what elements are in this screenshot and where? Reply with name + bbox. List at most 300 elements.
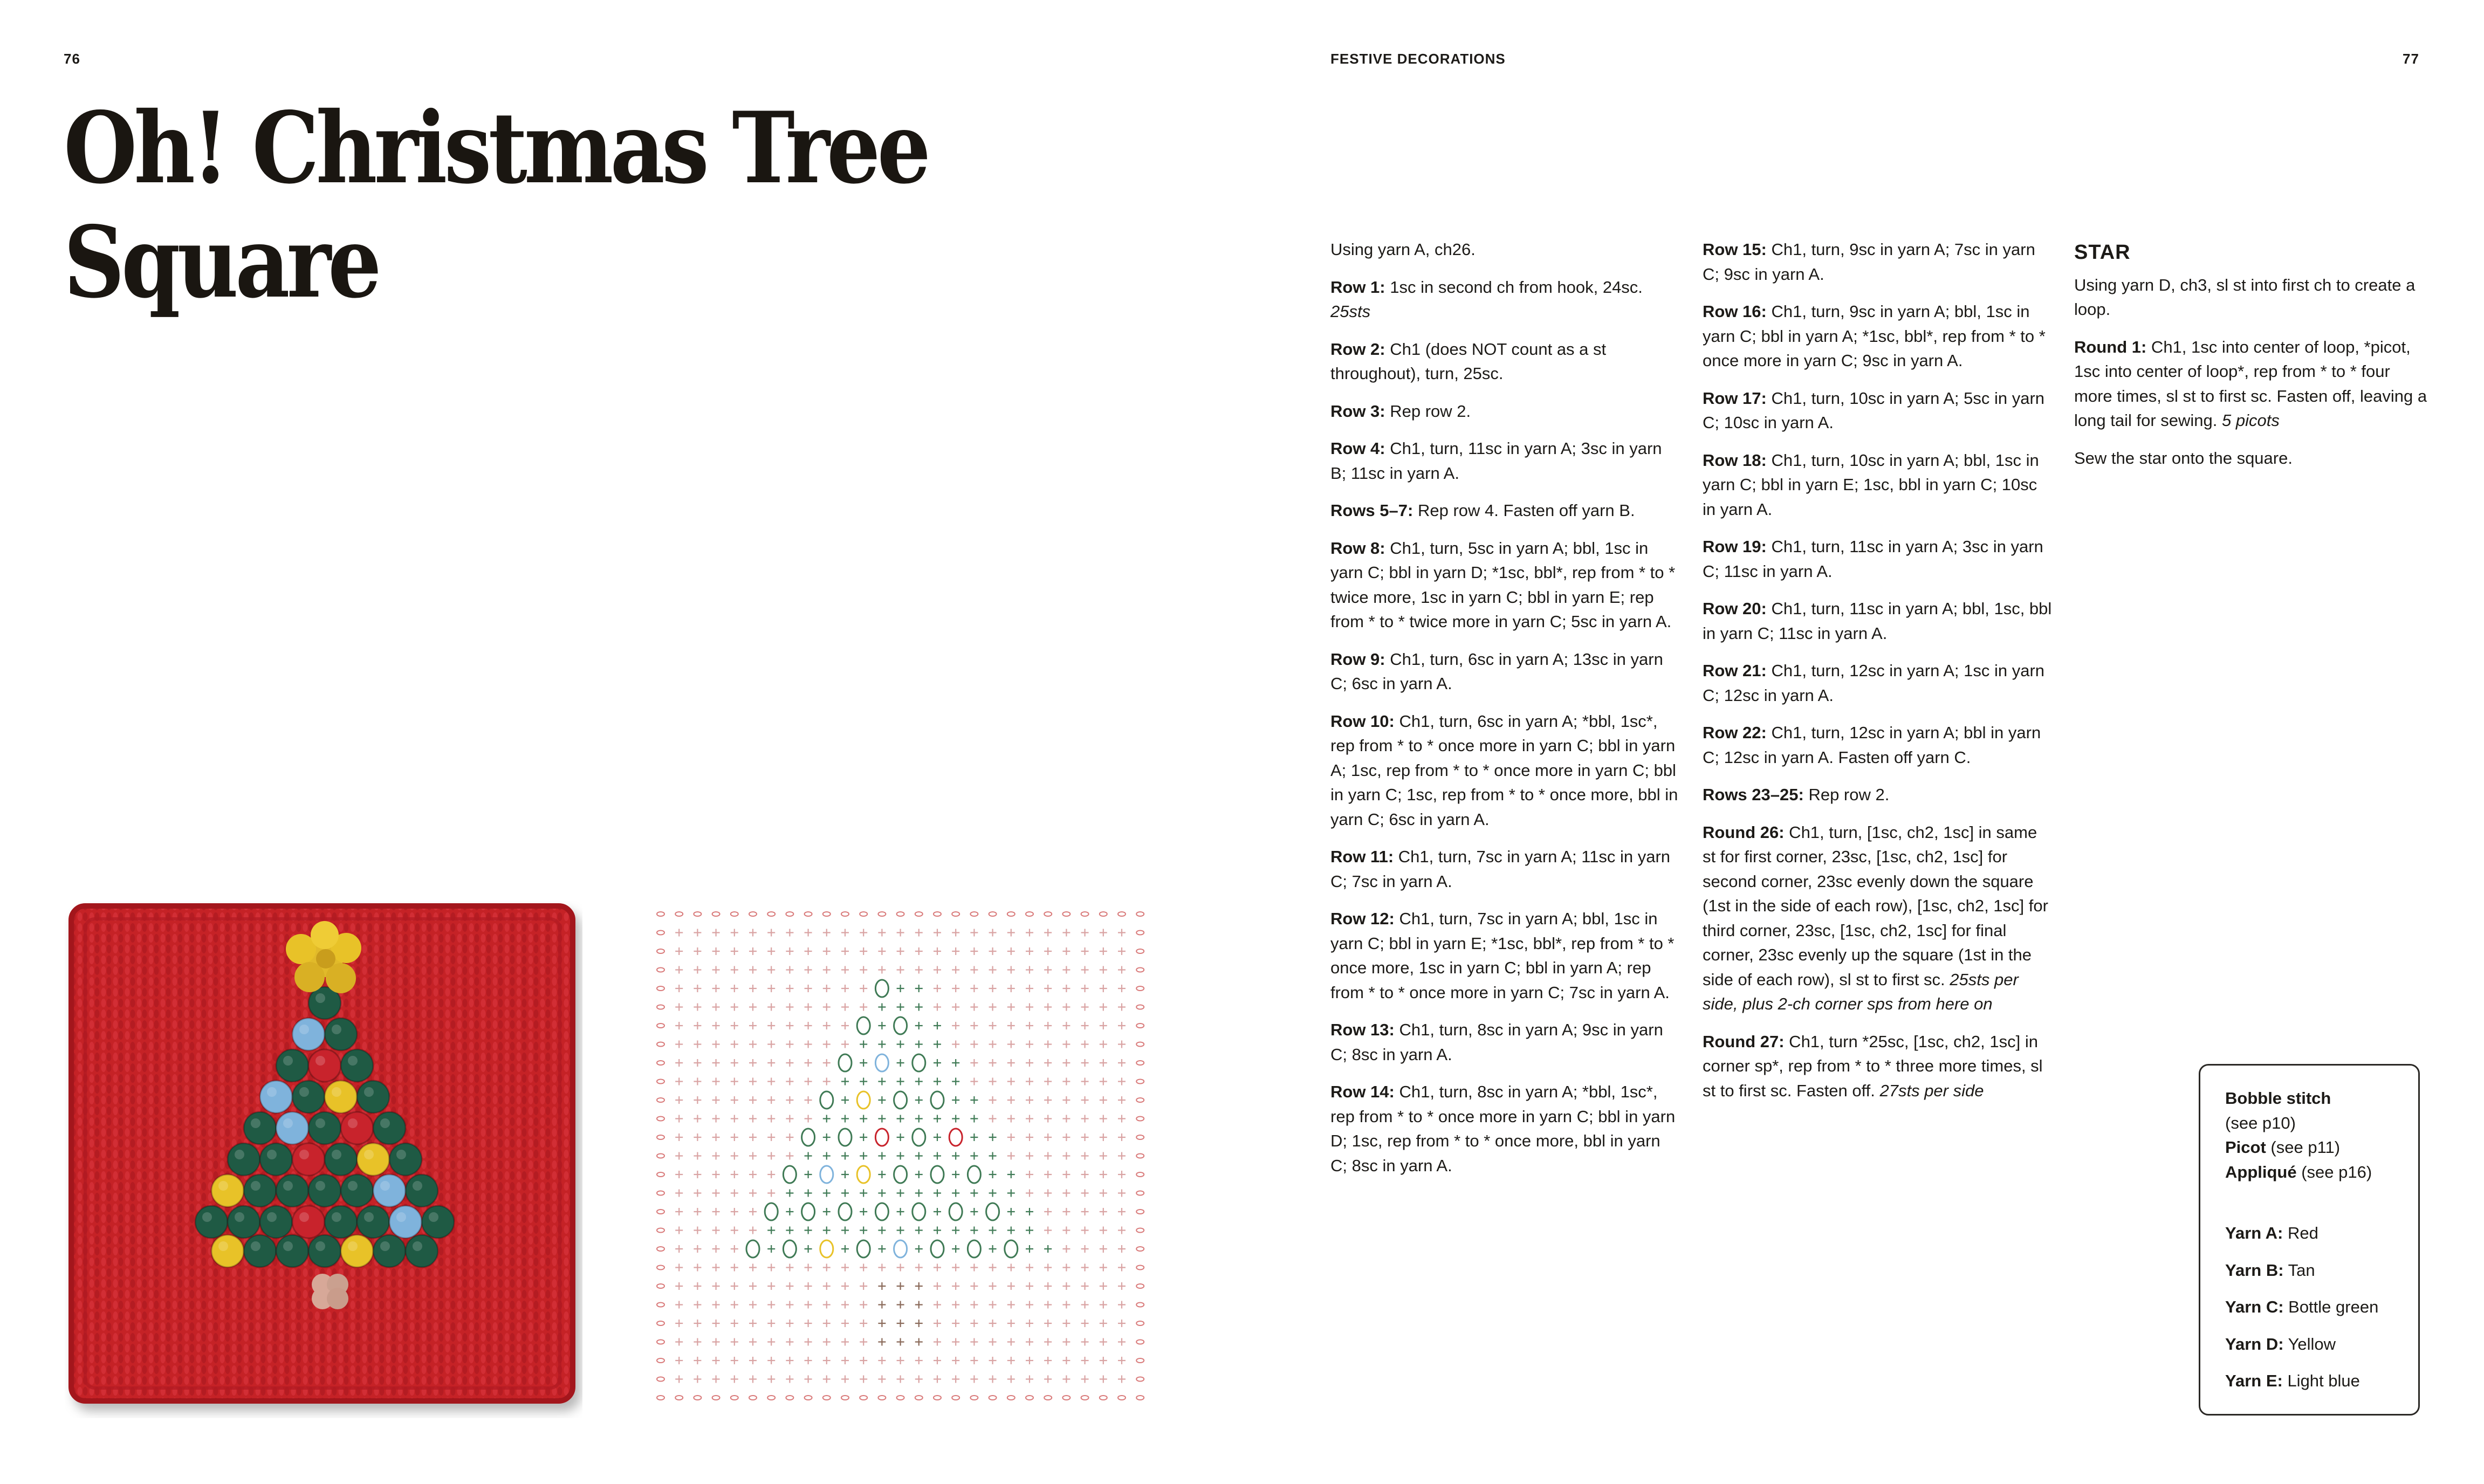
chart-single-crochet-symbol [694, 985, 701, 992]
bobble-highlight [218, 1181, 228, 1191]
chart-single-crochet-symbol [1007, 966, 1015, 974]
chart-bobble-symbol [1005, 1240, 1018, 1258]
chart-chain-symbol [657, 1340, 664, 1344]
chart-single-crochet-symbol [786, 1096, 793, 1104]
chart-chain-symbol [657, 1266, 664, 1270]
instruction-row-label: Row 17: [1703, 388, 1767, 408]
chart-single-crochet-symbol [1100, 1282, 1107, 1290]
chart-bobble-symbol [967, 1166, 980, 1183]
chart-single-crochet-symbol [767, 1190, 775, 1197]
chart-chain-symbol [897, 1396, 904, 1400]
chart-single-crochet-symbol [970, 1022, 978, 1029]
chart-single-crochet-symbol [1007, 1264, 1015, 1272]
chart-single-crochet-symbol [786, 1152, 793, 1160]
chart-single-crochet-symbol [731, 1152, 738, 1160]
chart-bobble-symbol [912, 1129, 925, 1146]
bobble-highlight [283, 1118, 293, 1128]
bobble-highlight [315, 1118, 325, 1128]
chart-chain-symbol [952, 1396, 959, 1400]
chart-single-crochet-symbol [1007, 929, 1015, 937]
chart-single-crochet-symbol [1007, 1096, 1015, 1104]
chart-single-crochet-symbol [1044, 1208, 1052, 1215]
yarn-item [2225, 1221, 2393, 1246]
chart-single-crochet-symbol [989, 1338, 997, 1346]
chart-bobble-symbol [912, 1054, 925, 1071]
chart-single-crochet-symbol [694, 1152, 701, 1160]
chart-single-crochet-symbol [860, 1357, 867, 1364]
instruction-row-text: Using yarn A, ch26. [1330, 240, 1476, 259]
page-title [64, 91, 928, 319]
chart-single-crochet-symbol [1007, 1376, 1015, 1383]
chart-single-crochet-symbol [1118, 1152, 1126, 1160]
page-number-left: 76 [64, 51, 80, 67]
chart-single-crochet-symbol [1026, 966, 1033, 974]
tree-bobble [276, 1235, 308, 1267]
yarn-color: Tan [2283, 1260, 2315, 1280]
chart-single-crochet-symbol [823, 1208, 831, 1215]
chart-chain-symbol [657, 1377, 664, 1382]
chart-single-crochet-symbol [712, 1264, 720, 1272]
tree-bobble [308, 1235, 341, 1267]
technique-page-ref: (see p16) [2296, 1162, 2372, 1181]
tree-trunk [312, 1274, 348, 1309]
chart-single-crochet-symbol [731, 1004, 738, 1011]
instruction-paragraph [1330, 337, 1681, 386]
tree-ornament-bobble [292, 1206, 325, 1238]
instruction-row-text: Ch1, turn, 8sc in yarn A; 9sc in yarn C; 8sc in yarn A. [1330, 1020, 1663, 1064]
chart-single-crochet-symbol [1081, 1022, 1089, 1029]
chart-single-crochet-symbol [786, 1190, 793, 1197]
tree-bobble [276, 1174, 308, 1207]
chart-single-crochet-symbol [860, 985, 867, 992]
chart-single-crochet-symbol [805, 947, 812, 955]
star-outro: Sew the star onto the square. [2074, 448, 2293, 468]
chart-single-crochet-symbol [712, 1376, 720, 1383]
chart-single-crochet-symbol [1100, 1078, 1107, 1085]
chart-chain-symbol [657, 1303, 664, 1307]
chart-single-crochet-symbol [989, 1301, 997, 1309]
chart-single-crochet-symbol [970, 1078, 978, 1085]
chart-single-crochet-symbol [805, 1004, 812, 1011]
chart-single-crochet-symbol [1007, 1152, 1015, 1160]
instruction-row-label: Round 26: [1703, 822, 1785, 842]
bobble-highlight [251, 1181, 260, 1191]
chart-single-crochet-symbol [1026, 1133, 1033, 1141]
chart-single-crochet-symbol [694, 1004, 701, 1011]
chart-single-crochet-symbol [934, 1301, 941, 1309]
chart-chain-symbol [657, 1061, 664, 1065]
chart-single-crochet-symbol [1118, 1190, 1126, 1197]
bobble-highlight [315, 1241, 325, 1251]
chart-single-crochet-symbol [989, 1227, 997, 1234]
chart-single-crochet-symbol [805, 1227, 812, 1234]
chart-chain-symbol [915, 912, 923, 916]
bobble-highlight [235, 1150, 244, 1159]
chart-single-crochet-symbol [934, 1115, 941, 1123]
chart-single-crochet-symbol [878, 1357, 886, 1364]
chart-single-crochet-symbol [841, 1004, 849, 1011]
instruction-paragraph [1330, 436, 1681, 485]
chart-single-crochet-symbol [712, 985, 720, 992]
chart-chain-symbol [1044, 1396, 1052, 1400]
tree-bobble [325, 1206, 357, 1238]
chart-single-crochet-symbol [1100, 1227, 1107, 1234]
chart-single-crochet-symbol [934, 1320, 941, 1327]
chart-single-crochet-symbol [897, 1320, 904, 1327]
instruction-row-label: Row 1: [1330, 277, 1385, 297]
chart-single-crochet-symbol [952, 966, 959, 974]
chart-single-crochet-symbol [897, 1357, 904, 1364]
chart-chain-symbol [657, 1005, 664, 1009]
chart-single-crochet-symbol [749, 1376, 757, 1383]
chart-single-crochet-symbol [767, 947, 775, 955]
chart-single-crochet-symbol [805, 1171, 812, 1178]
instruction-row-text: Ch1, turn, 8sc in yarn A; *bbl, 1sc*, rep from * to * once more in yarn C; bbl in yarn D; 1sc, rep from * to * once more, bbl in yarn C; 8sc in yarn A. [1330, 1082, 1676, 1175]
chart-single-crochet-symbol [1044, 1004, 1052, 1011]
chart-chain-symbol [1136, 1135, 1144, 1139]
instruction-paragraph [1330, 1080, 1681, 1178]
chart-single-crochet-symbol [1081, 1338, 1089, 1346]
chart-bobble-symbol [949, 1203, 962, 1220]
chart-single-crochet-symbol [915, 1320, 923, 1327]
chart-single-crochet-symbol [989, 1282, 997, 1290]
chart-chain-symbol [934, 912, 941, 916]
chart-bobble-symbol [746, 1240, 759, 1258]
chart-single-crochet-symbol [675, 929, 683, 937]
technique-item [2225, 1135, 2393, 1160]
chart-chain-symbol [675, 1396, 683, 1400]
chart-single-crochet-symbol [952, 1171, 959, 1178]
chart-single-crochet-symbol [1118, 1376, 1126, 1383]
chart-single-crochet-symbol [970, 985, 978, 992]
instruction-row-label: Row 21: [1703, 661, 1767, 680]
chart-single-crochet-symbol [1044, 947, 1052, 955]
chart-single-crochet-symbol [1100, 1133, 1107, 1141]
chart-single-crochet-symbol [860, 1041, 867, 1048]
chart-single-crochet-symbol [1044, 1282, 1052, 1290]
chart-single-crochet-symbol [915, 966, 923, 974]
chart-single-crochet-symbol [1044, 1078, 1052, 1085]
chart-single-crochet-symbol [970, 1338, 978, 1346]
yarn-item [2225, 1295, 2393, 1320]
chart-single-crochet-symbol [878, 1320, 886, 1327]
tree-bobble [357, 1081, 389, 1113]
chart-single-crochet-symbol [767, 985, 775, 992]
chart-single-crochet-symbol [1044, 1227, 1052, 1234]
chart-single-crochet-symbol [952, 929, 959, 937]
chart-chain-symbol [657, 949, 664, 953]
chart-single-crochet-symbol [1118, 1264, 1126, 1272]
chart-single-crochet-symbol [712, 1282, 720, 1290]
chart-single-crochet-symbol [805, 1059, 812, 1067]
chart-single-crochet-symbol [989, 1096, 997, 1104]
chart-single-crochet-symbol [675, 1282, 683, 1290]
instruction-row-text: Rep row 2. [1803, 785, 1890, 804]
chart-chain-symbol [841, 1396, 849, 1400]
chart-single-crochet-symbol [786, 1264, 793, 1272]
chart-bobble-symbol [820, 1166, 833, 1183]
techniques-list [2225, 1086, 2393, 1184]
chart-chain-symbol [1026, 1396, 1033, 1400]
chart-single-crochet-symbol [841, 1338, 849, 1346]
chart-single-crochet-symbol [1118, 1115, 1126, 1123]
bobble-highlight [332, 1212, 341, 1222]
chart-chain-symbol [657, 1210, 664, 1214]
chart-single-crochet-symbol [915, 1245, 923, 1253]
chart-single-crochet-symbol [731, 1133, 738, 1141]
chart-chain-symbol [712, 1396, 720, 1400]
chart-single-crochet-symbol [1062, 1357, 1070, 1364]
chart-single-crochet-symbol [1026, 1282, 1033, 1290]
chart-bobble-symbol [839, 1054, 852, 1071]
chart-single-crochet-symbol [694, 1022, 701, 1029]
chart-single-crochet-symbol [878, 1152, 886, 1160]
chart-single-crochet-symbol [860, 947, 867, 955]
chart-single-crochet-symbol [786, 1022, 793, 1029]
chart-single-crochet-symbol [805, 1282, 812, 1290]
chart-single-crochet-symbol [786, 929, 793, 937]
instruction-row-text: Ch1, turn, 7sc in yarn A; bbl, 1sc in yarn C; bbl in yarn E; *1sc, bbl*, rep from * to * once more, 1sc in yarn C; bbl in yarn A; rep from * to * once more in yarn C; 7sc in yarn A. [1330, 909, 1675, 1002]
chart-single-crochet-symbol [1100, 966, 1107, 974]
chart-single-crochet-symbol [878, 1338, 886, 1346]
chart-single-crochet-symbol [1118, 1282, 1126, 1290]
chart-single-crochet-symbol [712, 1133, 720, 1141]
chart-single-crochet-symbol [989, 1059, 997, 1067]
chart-single-crochet-symbol [989, 1320, 997, 1327]
instruction-row-label: Row 14: [1330, 1082, 1395, 1101]
chart-single-crochet-symbol [694, 1133, 701, 1141]
instruction-paragraph [1330, 536, 1681, 634]
chart-chain-symbol [1136, 1042, 1144, 1047]
chart-single-crochet-symbol [1081, 1376, 1089, 1383]
chart-single-crochet-symbol [860, 1004, 867, 1011]
chart-single-crochet-symbol [731, 1320, 738, 1327]
chart-bobble-symbol [949, 1129, 962, 1146]
chart-single-crochet-symbol [712, 1059, 720, 1067]
chart-single-crochet-symbol [1044, 1152, 1052, 1160]
tree-bobble [260, 1143, 292, 1176]
chart-single-crochet-symbol [767, 1059, 775, 1067]
chart-single-crochet-symbol [1100, 1320, 1107, 1327]
chart-single-crochet-symbol [1062, 1078, 1070, 1085]
instruction-row-label: Row 15: [1703, 240, 1767, 259]
chart-single-crochet-symbol [675, 1041, 683, 1048]
photo-crochet-square [65, 901, 582, 1418]
tree-bobble [308, 1174, 341, 1207]
chart-single-crochet-symbol [694, 1245, 701, 1253]
instruction-row-label: Round 27: [1703, 1032, 1785, 1051]
chart-chain-symbol [1136, 1098, 1144, 1102]
chart-single-crochet-symbol [897, 1078, 904, 1085]
chart-chain-symbol [1136, 1191, 1144, 1196]
chart-chain-symbol [1136, 1117, 1144, 1121]
chart-single-crochet-symbol [1081, 1133, 1089, 1141]
chart-single-crochet-symbol [694, 1115, 701, 1123]
chart-single-crochet-symbol [712, 1041, 720, 1048]
chart-single-crochet-symbol [989, 1041, 997, 1048]
instruction-row-text: Ch1, turn, 5sc in yarn A; bbl, 1sc in yarn C; bbl in yarn D; *1sc, bbl*, rep from * to * twice more, 1sc in yarn C; bbl in yarn E; rep from * to * twice more in yarn C; 5sc in yarn A. [1330, 538, 1676, 631]
chart-single-crochet-symbol [1062, 1320, 1070, 1327]
chart-bobble-symbol [857, 1017, 870, 1034]
tree-bobble [195, 1206, 228, 1238]
chart-chain-symbol [786, 1396, 793, 1400]
instruction-paragraph [1703, 299, 2053, 373]
chart-single-crochet-symbol [860, 1320, 867, 1327]
chart-single-crochet-symbol [1026, 1357, 1033, 1364]
chart-chain-symbol [1136, 1247, 1144, 1251]
yarn-label: Yarn D: [2225, 1334, 2284, 1354]
chart-single-crochet-symbol [915, 1301, 923, 1309]
chart-single-crochet-symbol [712, 947, 720, 955]
tree-ornament-bobble [389, 1206, 422, 1238]
chart-single-crochet-symbol [731, 1301, 738, 1309]
chart-single-crochet-symbol [860, 1208, 867, 1215]
chart-single-crochet-symbol [1044, 929, 1052, 937]
chart-single-crochet-symbol [1062, 1208, 1070, 1215]
chart-bobble-symbol [820, 1091, 833, 1109]
bobble-highlight [299, 1212, 309, 1222]
chart-single-crochet-symbol [1026, 1059, 1033, 1067]
chart-single-crochet-symbol [805, 1022, 812, 1029]
bobble-highlight [413, 1181, 422, 1191]
chart-single-crochet-symbol [767, 1301, 775, 1309]
chart-single-crochet-symbol [694, 1357, 701, 1364]
instruction-row-text: Ch1, turn *25sc, [1sc, ch2, 1sc] in corner sp*, rep from * to * three more times, sl st to first sc. Fasten off. [1703, 1032, 2043, 1100]
chart-chain-symbol [1136, 1303, 1144, 1307]
instruction-paragraph [1330, 498, 1681, 523]
chart-single-crochet-symbol [934, 1041, 941, 1048]
chart-single-crochet-symbol [1081, 1078, 1089, 1085]
chart-bobble-symbol [857, 1166, 870, 1183]
chart-single-crochet-symbol [1007, 1301, 1015, 1309]
technique-page-ref: (see p11) [2266, 1138, 2341, 1157]
chart-single-crochet-symbol [970, 1301, 978, 1309]
instruction-stitch-count: 27sts per side [1879, 1081, 1984, 1100]
chart-single-crochet-symbol [823, 1320, 831, 1327]
bobble-highlight [267, 1212, 277, 1222]
chart-single-crochet-symbol [731, 1171, 738, 1178]
chart-bobble-symbol [765, 1203, 778, 1220]
instruction-row-label: Row 20: [1703, 599, 1767, 618]
chart-single-crochet-symbol [767, 1376, 775, 1383]
chart-single-crochet-symbol [897, 1301, 904, 1309]
instruction-row-text: Rep row 4. Fasten off yarn B. [1413, 501, 1635, 520]
chart-single-crochet-symbol [860, 1190, 867, 1197]
chart-single-crochet-symbol [1044, 1245, 1052, 1253]
instruction-row-label: Rows 23–25: [1703, 785, 1804, 804]
chart-single-crochet-symbol [1062, 1227, 1070, 1234]
chart-single-crochet-symbol [786, 1357, 793, 1364]
chart-single-crochet-symbol [731, 1190, 738, 1197]
yarn-list [2225, 1221, 2393, 1393]
chart-single-crochet-symbol [675, 1171, 683, 1178]
instruction-row-label: Row 2: [1330, 339, 1385, 359]
chart-single-crochet-symbol [860, 1133, 867, 1141]
chart-chain-symbol [989, 912, 997, 916]
chart-single-crochet-symbol [823, 947, 831, 955]
yarn-label: Yarn C: [2225, 1297, 2284, 1316]
chart-single-crochet-symbol [675, 985, 683, 992]
chart-single-crochet-symbol [860, 929, 867, 937]
chart-single-crochet-symbol [749, 1282, 757, 1290]
chart-single-crochet-symbol [897, 1338, 904, 1346]
chart-single-crochet-symbol [805, 1357, 812, 1364]
chart-single-crochet-symbol [989, 1190, 997, 1197]
instruction-row-label: Row 10: [1330, 711, 1395, 731]
chart-single-crochet-symbol [934, 1078, 941, 1085]
chart-single-crochet-symbol [860, 1078, 867, 1085]
chart-single-crochet-symbol [1007, 1078, 1015, 1085]
chart-single-crochet-symbol [1081, 1171, 1089, 1178]
instruction-paragraph [1330, 1018, 1681, 1067]
chart-single-crochet-symbol [823, 1264, 831, 1272]
chart-chain-symbol [1136, 1228, 1144, 1233]
instruction-row-label: Row 19: [1703, 537, 1767, 556]
chart-single-crochet-symbol [1007, 1338, 1015, 1346]
chart-single-crochet-symbol [1062, 1022, 1070, 1029]
chart-single-crochet-symbol [915, 929, 923, 937]
chart-single-crochet-symbol [823, 1152, 831, 1160]
chart-single-crochet-symbol [1044, 1301, 1052, 1309]
chart-chain-symbol [1118, 1396, 1126, 1400]
chart-single-crochet-symbol [1007, 1022, 1015, 1029]
chart-single-crochet-symbol [1100, 1208, 1107, 1215]
chart-single-crochet-symbol [694, 1096, 701, 1104]
chart-single-crochet-symbol [878, 1282, 886, 1290]
chart-single-crochet-symbol [694, 966, 701, 974]
chart-single-crochet-symbol [694, 929, 701, 937]
chart-single-crochet-symbol [897, 1004, 904, 1011]
instruction-paragraph [1703, 237, 2053, 286]
chart-single-crochet-symbol [786, 1227, 793, 1234]
chart-chain-symbol [657, 1191, 664, 1196]
chart-single-crochet-symbol [767, 1115, 775, 1123]
chart-single-crochet-symbol [952, 1264, 959, 1272]
instruction-row-label: Row 4: [1330, 439, 1385, 458]
chart-single-crochet-symbol [989, 1357, 997, 1364]
chart-single-crochet-symbol [712, 1096, 720, 1104]
chart-single-crochet-symbol [1081, 947, 1089, 955]
chart-single-crochet-symbol [1118, 947, 1126, 955]
chart-bobble-symbol [783, 1240, 796, 1258]
chart-chain-symbol [1026, 912, 1033, 916]
bobble-highlight [380, 1118, 390, 1128]
chart-single-crochet-symbol [712, 1357, 720, 1364]
chart-single-crochet-symbol [841, 1376, 849, 1383]
star-instructions [2074, 241, 2430, 483]
chart-single-crochet-symbol [731, 1022, 738, 1029]
chart-single-crochet-symbol [1007, 947, 1015, 955]
chart-single-crochet-symbol [1044, 1357, 1052, 1364]
star-round-1-text: Ch1, 1sc into center of loop, *picot, 1sc into center of loop*, rep from * to * four more times, sl st to first sc. Fasten off, leaving a long tail for sewing. [2074, 337, 2427, 430]
chart-single-crochet-symbol [841, 1227, 849, 1234]
bobble-highlight [332, 1087, 341, 1097]
yarn-label: Yarn B: [2225, 1260, 2284, 1280]
chart-single-crochet-symbol [1118, 1357, 1126, 1364]
chart-single-crochet-symbol [1081, 1227, 1089, 1234]
chart-single-crochet-symbol [841, 1320, 849, 1327]
chart-single-crochet-symbol [1100, 1041, 1107, 1048]
chart-chain-symbol [657, 931, 664, 935]
chart-single-crochet-symbol [767, 1133, 775, 1141]
chart-single-crochet-symbol [749, 966, 757, 974]
chart-single-crochet-symbol [1118, 1022, 1126, 1029]
chart-single-crochet-symbol [897, 1264, 904, 1272]
chart-single-crochet-symbol [694, 947, 701, 955]
chart-single-crochet-symbol [841, 1078, 849, 1085]
chart-chain-symbol [1062, 912, 1070, 916]
chart-single-crochet-symbol [915, 1096, 923, 1104]
